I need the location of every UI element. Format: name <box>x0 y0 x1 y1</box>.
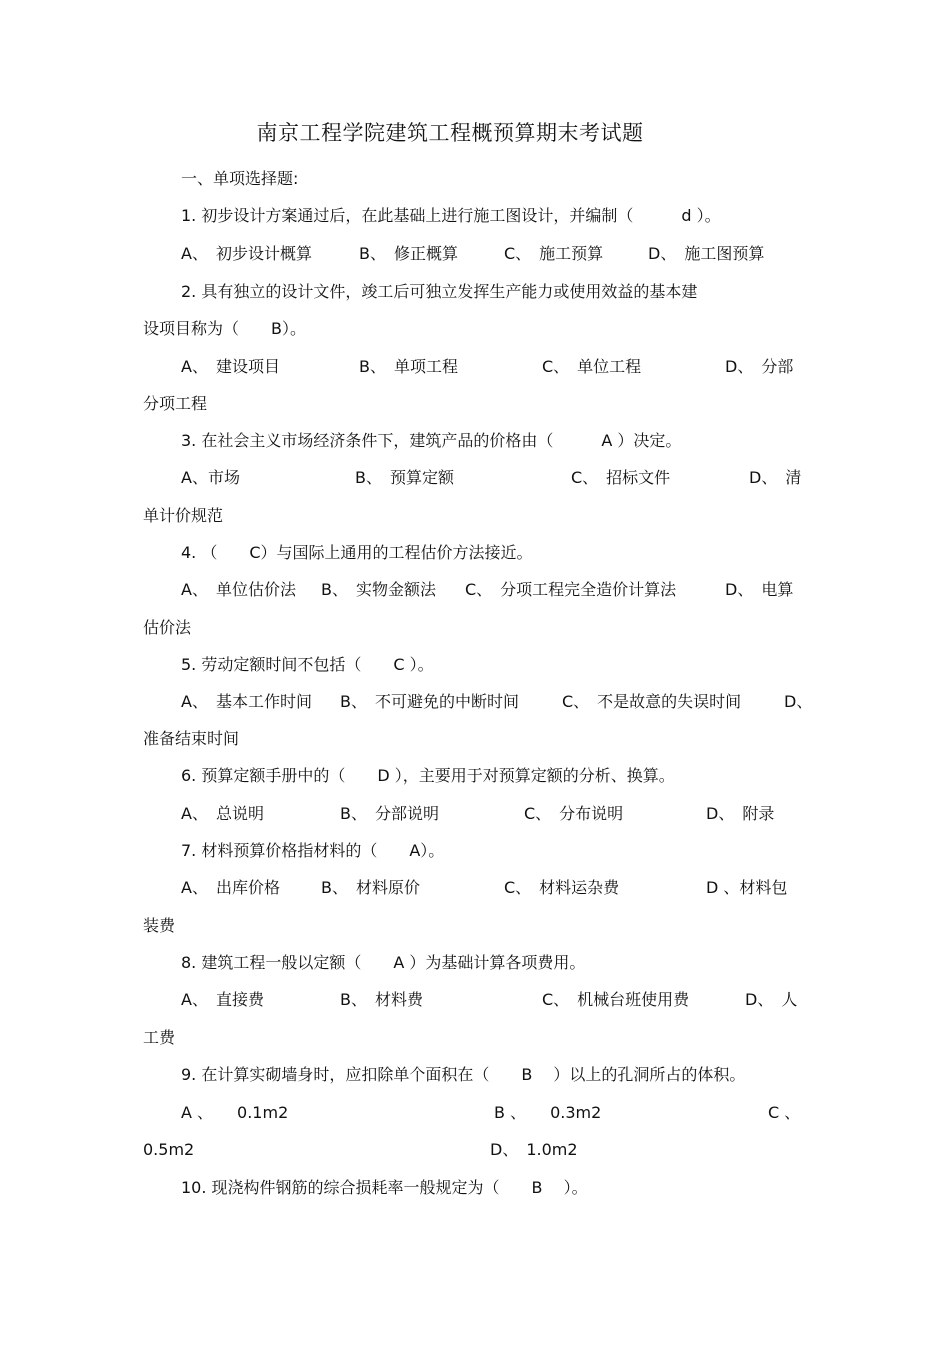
q3-option-b: B、 预算定额 <box>355 468 454 487</box>
q6-option-c: C、 分布说明 <box>524 804 624 823</box>
q9-option-c: C 、 <box>768 1103 801 1122</box>
q4-option-a: A、 单位估价法 <box>181 580 296 599</box>
q3-option-d: D、 清 <box>749 468 802 487</box>
q8-option-c: C、 机械台班使用费 <box>542 990 690 1009</box>
q2-option-b: B、 单项工程 <box>359 357 458 376</box>
q2-option-d-continued: 分项工程 <box>143 394 208 413</box>
q4-option-d-continued: 估价法 <box>143 618 192 637</box>
question-9: 9. 在计算实砌墙身时，应扣除单个面积在（ B ）以上的孔洞所占的体积。 <box>181 1065 746 1084</box>
q1-option-a: A、 初步设计概算 <box>181 244 312 263</box>
q9-option-d: D、 1.0m2 <box>490 1140 578 1159</box>
q7-option-b: B、 材料原价 <box>321 878 420 897</box>
question-8: 8. 建筑工程一般以定额（ A ）为基础计算各项费用。 <box>181 953 586 972</box>
q6-option-a: A、 总说明 <box>181 804 264 823</box>
q5-option-d: D、 <box>784 692 813 711</box>
q1-option-c: C、 施工预算 <box>504 244 604 263</box>
q7-option-c: C、 材料运杂费 <box>504 878 620 897</box>
q5-option-d-continued: 准备结束时间 <box>143 729 240 748</box>
q2-option-d: D、 分部 <box>725 357 794 376</box>
q6-option-d: D、 附录 <box>706 804 775 823</box>
exam-title: 南京工程学院建筑工程概预算期末考试题 <box>256 121 644 145</box>
q4-option-d: D、 电算 <box>725 580 794 599</box>
q5-option-a: A、 基本工作时间 <box>181 692 312 711</box>
question-4: 4. （ C）与国际上通用的工程估价方法接近。 <box>181 543 533 562</box>
q5-option-c: C、 不是故意的失误时间 <box>562 692 742 711</box>
q6-option-b: B、 分部说明 <box>340 804 439 823</box>
question-5: 5. 劳动定额时间不包括（ C ）。 <box>181 655 434 674</box>
question-6: 6. 预算定额手册中的（ D ），主要用于对预算定额的分析、换算。 <box>181 766 675 785</box>
q2-option-c: C、 单位工程 <box>542 357 642 376</box>
q3-option-d-continued: 单计价规范 <box>143 506 224 525</box>
q8-option-d-continued: 工费 <box>143 1028 176 1047</box>
question-7: 7. 材料预算价格指材料的（ A）。 <box>181 841 445 860</box>
q9-option-b: B 、 0.3m2 <box>494 1103 602 1122</box>
section-heading: 一、单项选择题: <box>181 169 299 188</box>
q2-option-a: A、 建设项目 <box>181 357 280 376</box>
q9-option-a: A 、 0.1m2 <box>181 1103 289 1122</box>
q3-option-a: A、市场 <box>181 468 240 487</box>
q7-option-d-continued: 装费 <box>143 916 176 935</box>
q1-option-b: B、 修正概算 <box>359 244 458 263</box>
q7-option-a: A、 出库价格 <box>181 878 280 897</box>
q4-option-c: C、 分项工程完全造价计算法 <box>465 580 677 599</box>
question-10: 10. 现浇构件钢筋的综合损耗率一般规定为（ B ）。 <box>181 1178 588 1197</box>
q4-option-b: B、 实物金额法 <box>321 580 436 599</box>
q8-option-d: D、 人 <box>745 990 798 1009</box>
question-2-continued: 设项目称为（ B）。 <box>143 319 306 338</box>
q5-option-b: B、 不可避免的中断时间 <box>340 692 519 711</box>
question-2: 2. 具有独立的设计文件，竣工后可独立发挥生产能力或使用效益的基本建 <box>181 282 698 301</box>
question-1: 1. 初步设计方案通过后，在此基础上进行施工图设计，并编制（ d ）。 <box>181 206 721 225</box>
q7-option-d: D 、材料包 <box>706 878 788 897</box>
q8-option-a: A、 直接费 <box>181 990 264 1009</box>
q1-option-d: D、 施工图预算 <box>648 244 765 263</box>
question-3: 3. 在社会主义市场经济条件下，建筑产品的价格由（ A ）决定。 <box>181 431 682 450</box>
q9-option-c-continued: 0.5m2 <box>143 1140 195 1159</box>
q3-option-c: C、 招标文件 <box>571 468 671 487</box>
q8-option-b: B、 材料费 <box>340 990 423 1009</box>
